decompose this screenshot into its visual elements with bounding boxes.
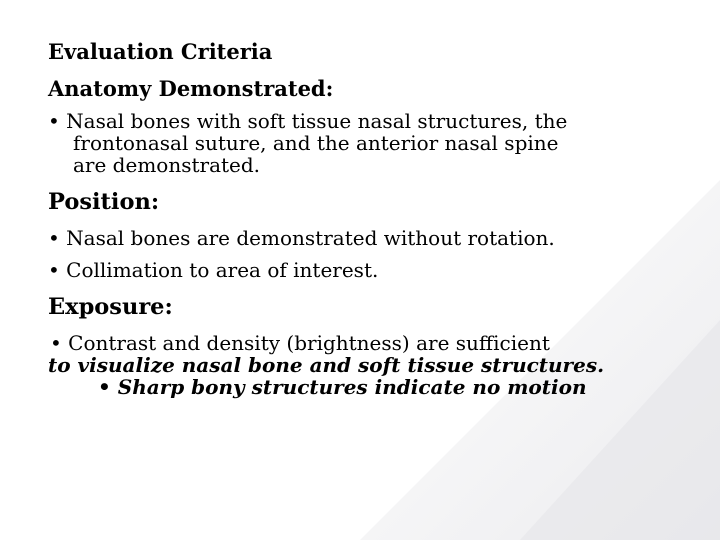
position-bullet1: • Nasal bones are demonstrated without rotation.	[48, 225, 555, 250]
anatomy-bullet-line3: are demonstrated.	[73, 153, 261, 178]
exposure-bullet1: • Contrast and density (brightness) are sufficient	[50, 330, 550, 355]
slide-content	[48, 40, 708, 398]
anatomy-bullet-line2: frontonasal suture, and the anterior nasal spine	[73, 131, 559, 156]
position-heading: Position:	[48, 189, 160, 216]
anatomy-bullet-line1: • Nasal bones with soft tissue nasal structures, the	[48, 109, 568, 134]
exposure-line2: to visualize nasal bone and soft tissue structures.	[48, 352, 605, 377]
anatomy-heading: Anatomy Demonstrated:	[48, 76, 334, 102]
exposure-bullet2: • Sharp bony structures indicate no motion	[98, 374, 587, 399]
position-bullet2: • Collimation to area of interest.	[48, 257, 379, 282]
slide-title: Evaluation Criteria	[48, 39, 273, 64]
exposure-heading: Exposure:	[48, 293, 173, 320]
